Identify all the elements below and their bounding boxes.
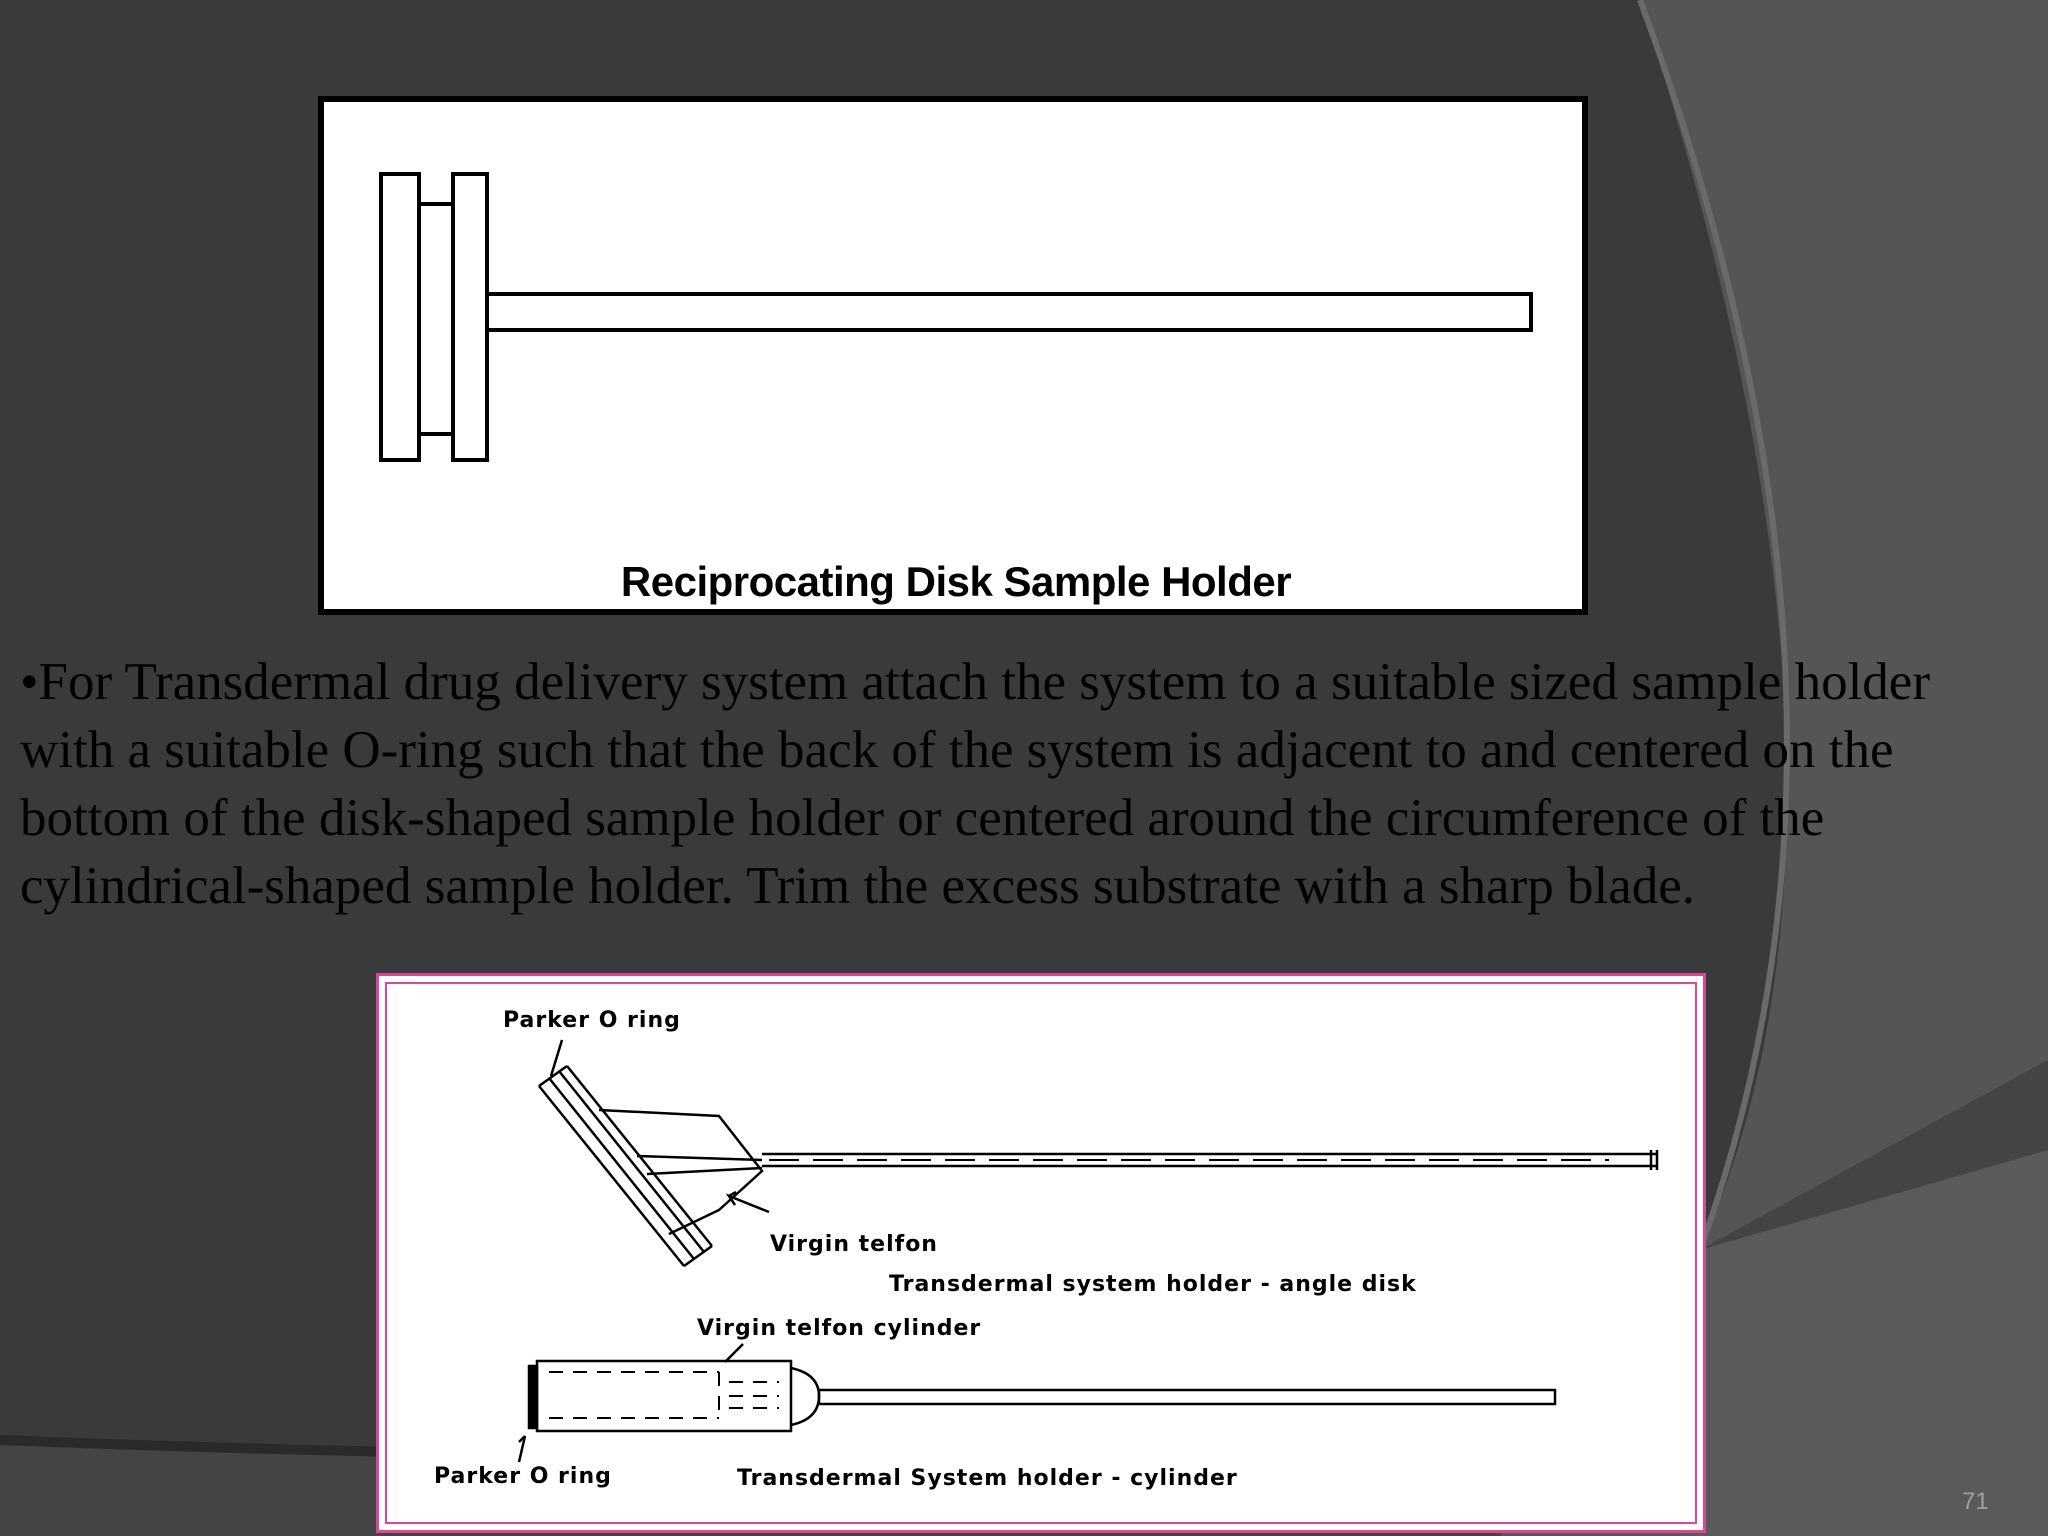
label-angle-disk: Transdermal system holder - angle disk — [889, 1272, 1417, 1297]
label-parker-o-ring-bottom: Parker O ring — [434, 1464, 612, 1489]
reciprocating-disk-figure — [318, 96, 1588, 615]
label-virgin-telfon: Virgin telfon — [770, 1232, 938, 1257]
body-paragraph: •For Transdermal drug delivery system attach the system to a suitable sized sample holder with a suitable O-ring such that the back of the system is adjacent to and centered on the bottom of the disk-shaped sample holder or centered around the circumference of the cylindrical-shaped sample holder. Trim the excess substrate with a sharp blade. — [20, 653, 1930, 915]
label-parker-o-ring-top: Parker O ring — [503, 1008, 681, 1033]
reciprocating-disk-drawing — [324, 102, 1582, 609]
figure-caption: Reciprocating Disk Sample Holder — [620, 558, 1292, 605]
transdermal-holder-drawing — [379, 976, 1703, 1530]
label-virgin-telfon-cylinder: Virgin telfon cylinder — [697, 1316, 982, 1341]
label-cylinder-holder: Transdermal System holder - cylinder — [737, 1466, 1238, 1491]
page-number: 71 — [1962, 1488, 1989, 1515]
transdermal-holder-figure — [376, 973, 1706, 1533]
